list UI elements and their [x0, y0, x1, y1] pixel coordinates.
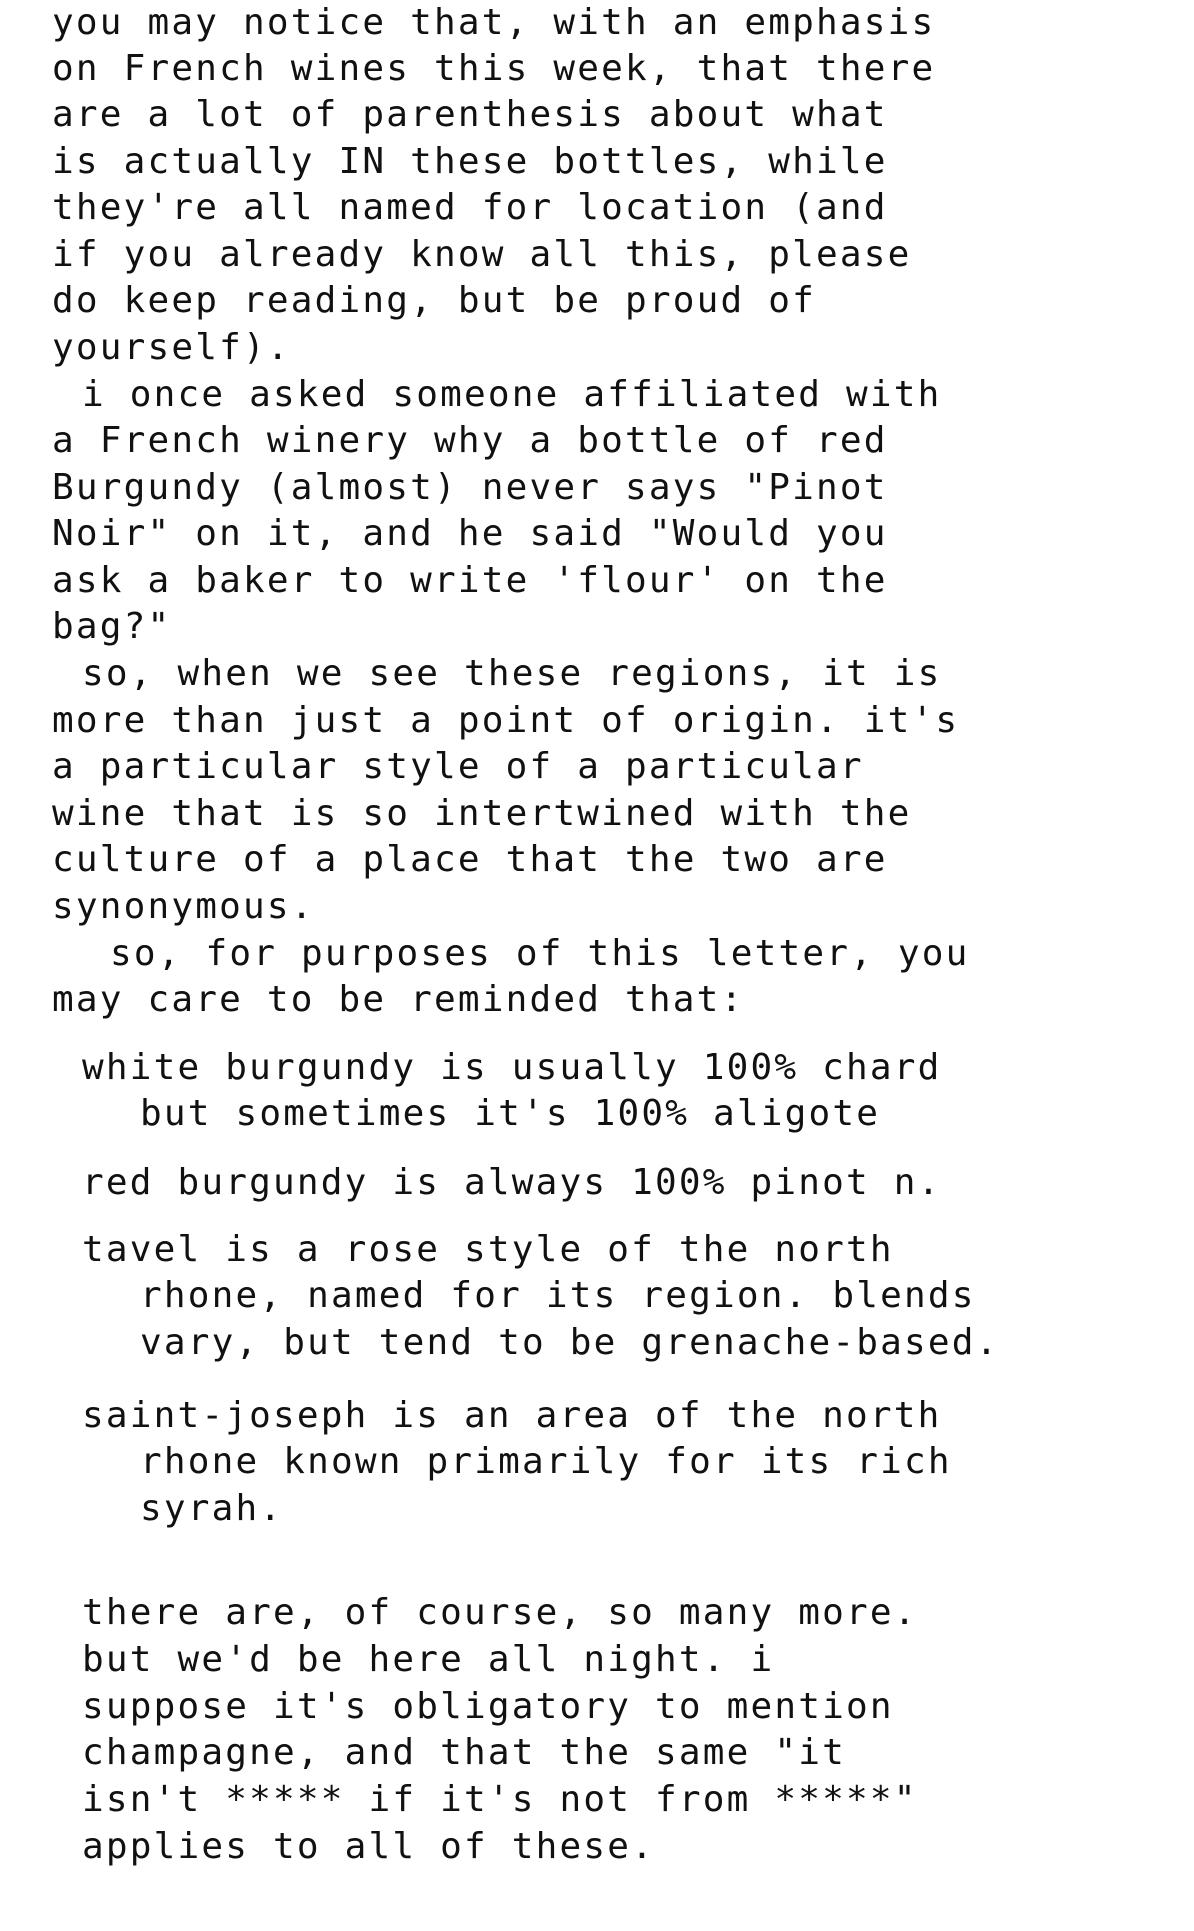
paragraph-2-line: i once asked someone affiliated with: [82, 374, 942, 415]
wine-note-tavel: tavel is a rose style of the north: [82, 1229, 894, 1270]
paragraph-3-line: a particular style of a particular: [52, 746, 864, 787]
paragraph-1-line: you may notice that, with an emphasis: [52, 2, 936, 43]
wine-note-white-burgundy: white burgundy is usually 100% chard: [82, 1047, 942, 1088]
paragraph-4-line: so, for purposes of this letter, you: [110, 933, 970, 974]
paragraph-1-line: they're all named for location (and: [52, 187, 888, 228]
paragraph-3-line: wine that is so intertwined with the: [52, 793, 912, 834]
closing-line: suppose it's obligatory to mention: [82, 1686, 894, 1727]
wine-note-white-burgundy: but sometimes it's 100% aligote: [140, 1093, 881, 1134]
paragraph-1-line: on French wines this week, that there: [52, 48, 936, 89]
wine-note-saint-joseph: syrah.: [140, 1488, 284, 1529]
paragraph-2-line: Noir" on it, and he said "Would you: [52, 513, 888, 554]
closing-line: champagne, and that the same "it: [82, 1732, 846, 1773]
wine-note-tavel: vary, but tend to be grenache-based.: [140, 1322, 1000, 1363]
wine-note-tavel: rhone, named for its region. blends: [140, 1275, 976, 1316]
paragraph-2-line: bag?": [52, 606, 172, 647]
paragraph-1-line: if you already know all this, please: [52, 234, 912, 275]
closing-line: there are, of course, so many more.: [82, 1592, 918, 1633]
paragraph-1-line: are a lot of parenthesis about what: [52, 94, 888, 135]
wine-note-saint-joseph: saint-joseph is an area of the north: [82, 1395, 942, 1436]
paragraph-3-line: synonymous.: [52, 886, 315, 927]
closing-line: isn't ***** if it's not from *****": [82, 1779, 918, 1820]
wine-note-red-burgundy: red burgundy is always 100% pinot n.: [82, 1162, 942, 1203]
closing-line: but we'd be here all night. i: [82, 1639, 775, 1680]
paragraph-1-line: is actually IN these bottles, while: [52, 141, 888, 182]
paragraph-2-line: ask a baker to write 'flour' on the: [52, 560, 888, 601]
paragraph-3-line: culture of a place that the two are: [52, 839, 888, 880]
paragraph-2-line: a French winery why a bottle of red: [52, 420, 888, 461]
paragraph-2-line: Burgundy (almost) never says "Pinot: [52, 467, 888, 508]
wine-note-saint-joseph: rhone known primarily for its rich: [140, 1441, 952, 1482]
paragraph-1-line: do keep reading, but be proud of: [52, 280, 816, 321]
paragraph-3-line: more than just a point of origin. it's: [52, 700, 960, 741]
paragraph-1-line: yourself).: [52, 327, 291, 368]
paragraph-4-line: may care to be reminded that:: [52, 979, 745, 1020]
paragraph-3-line: so, when we see these regions, it is: [82, 653, 942, 694]
closing-line: applies to all of these.: [82, 1826, 655, 1867]
